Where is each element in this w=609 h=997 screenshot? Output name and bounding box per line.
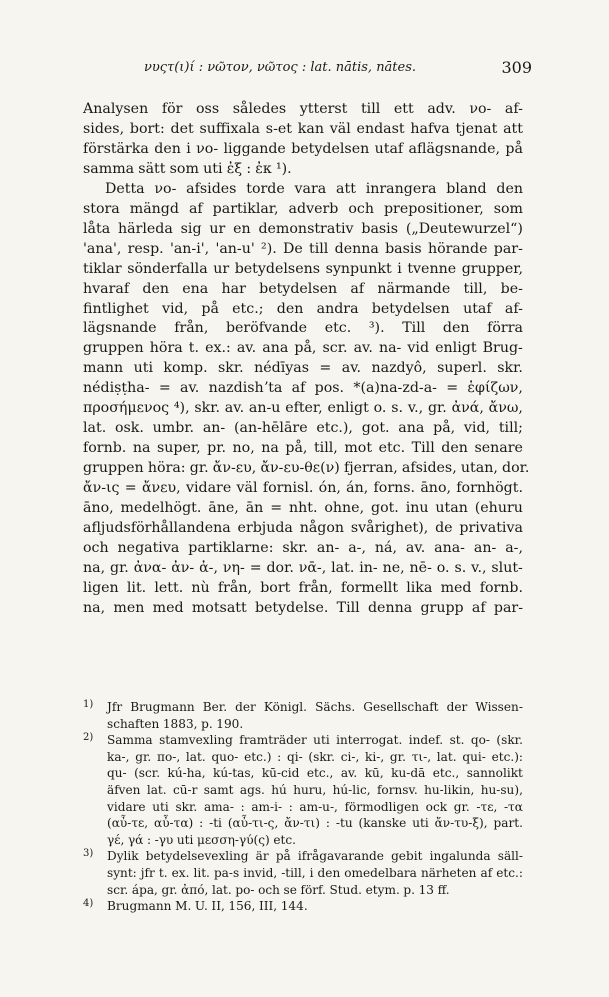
footnote [83, 699, 523, 716]
text-line: ligen lit. lett. nù från, bort från, formellt lika med fornb. [83, 579, 523, 596]
text-line: āno, medelhögt. āne, ān = nht. ohne, got. inu utan (ehuru [83, 500, 523, 517]
footnote-line: scr. ápa, gr. ἀπό, lat. po- och se förf. Stud. etym. p. 13 ff. [107, 882, 450, 897]
text-line: nédiṣṭha- = av. nazdishʼta af pos. *(a)na-zd-a- = ἑφίζων, [83, 380, 523, 397]
text-line: hvaraf den ena har betydelsen af närmande till, be- [83, 280, 523, 297]
footnote-line: äfven lat. cū-r samt ags. hú huru, hú-lic, fornsv. hu-likin, hu-su), [107, 782, 523, 797]
footnote-mark: 1) [83, 699, 94, 710]
footnote-line: (αὖ-τε, αὖ-τα) : -ti (αὖ-τι-ς, ἄν-τι) : -tu (kanske uti ἄν-τυ-ξ), part. [107, 816, 523, 831]
footnote-line: synt: jfr t. ex. lit. pa-s invid, -till, i den omedelbara närheten af etc.: [107, 865, 523, 880]
footnote-line: Samma stamvexling framträder uti interrogat. indef. st. qo- (skr. [107, 733, 523, 748]
text-line: låta härleda sig ur en demonstrativ basis („Deutewurzel“) [83, 220, 523, 237]
text-line: 'ana', resp. 'an-i', 'an-u' ²). De till denna basis hörande par- [83, 240, 523, 257]
text-line: tiklar sönderfalla ur betydelsens synpunkt i tvenne grupper, [83, 260, 523, 277]
text-line: afljudsförhållandena erbjuda någon svårighet), de privativa [83, 520, 523, 537]
page-header [0, 60, 609, 84]
text-line: na, gr. ἀνα- ἀν- ἀ-, νη- = dor. νᾱ-, lat. in- ne, nē- o. s. v., slut- [83, 559, 523, 576]
footnote-mark: 3) [83, 848, 94, 860]
text-line: fintlighet vid, på etc.; den andra betydelsen utaf af- [83, 300, 523, 317]
footnote-line: Dylik betydelsevexling är på ifrågavarande gebit ingalunda säll- [107, 849, 523, 864]
text-line: προσήμενος ⁴), skr. av. an-u efter, enligt o. s. v., gr. ἀνά, ἄνω, [83, 400, 523, 417]
footnote-line: ka-, gr. πο-, lat. quo- etc.) : qi- (skr. ci-, ki-, gr. τι-, lat. qui- etc.): [107, 749, 523, 764]
footnote-line: Brugmann M. U. II, 156, III, 144. [107, 899, 308, 914]
footnote-line: γέ, γά : -γυ uti μεσση-γύ(ς) etc. [107, 832, 296, 847]
text-line: ἄν-ις = ἄνευ, vidare väl fornisl. ón, án, forns. āno, fornhögt. [83, 480, 523, 497]
text-line: gruppen höra: gr. ἄν-ευ, ἄν-ευ-θε(ν) fjerran, afsides, utan, dor. [83, 460, 530, 477]
footnote-mark: 4) [83, 898, 94, 910]
text-line: lägsnande från, beröfvande etc. ³). Till den förra [83, 320, 523, 337]
text-line: Detta νο- afsides torde vara att inrangera bland den [105, 180, 523, 197]
text-line: lat. osk. umbr. an- (an-hēlāre etc.), got. ana på, vid, till; [83, 420, 523, 437]
footnote-line: vidare uti skr. ama- : am-i- : am-u-, förmodligen ock gr. -τε, -τα [107, 799, 523, 814]
footnote-line: qu- (scr. kú-ha, kú-tas, kū-cid etc., av. kū, ku-dā etc., sannolikt [107, 766, 523, 781]
running-head: νυςτ(ι)ί : νῶτον, νῶτος : lat. nātis, nātes. [143, 60, 417, 75]
text-line: sides, bort: det suffixala s-et kan väl endast hafva tjenat att [83, 120, 523, 137]
main-text [83, 100, 530, 619]
text-line: mann uti komp. skr. nédīyas = av. nazdyô, superl. skr. [83, 360, 523, 377]
footnote [83, 898, 523, 915]
text-line: gruppen höra t. ex.: av. ana på, scr. av. na- vid enligt Brug- [83, 340, 523, 357]
footnote [83, 732, 523, 749]
text-line: fornb. na super, pr. no, na på, till, mot etc. Till den senare [83, 440, 523, 457]
footnote-mark: 2) [83, 732, 94, 744]
page-number: 309 [501, 58, 532, 77]
text-line: stora mängd af partiklar, adverb och prepositioner, som [83, 200, 523, 217]
text-line: na, men med motsatt betydelse. Till denna grupp af par- [83, 599, 523, 616]
text-line: och negativa partiklarne: skr. an- a-, ná, av. ana- an- a-, [83, 539, 523, 556]
text-line: Analysen för oss således ytterst till ett adv. νο- af- [83, 101, 523, 117]
footnotes [83, 699, 523, 915]
text-line: samma sätt som uti ἐξ : ἐκ ¹). [83, 160, 292, 177]
footnote-line: schaften 1883, p. 190. [107, 716, 244, 731]
footnote [83, 848, 523, 865]
footnote-line: Jfr Brugmann Ber. der Königl. Sächs. Gesellschaft der Wissen- [107, 700, 523, 714]
text-line: förstärka den i νο- liggande betydelsen utaf aflägsnande, på [83, 140, 523, 157]
